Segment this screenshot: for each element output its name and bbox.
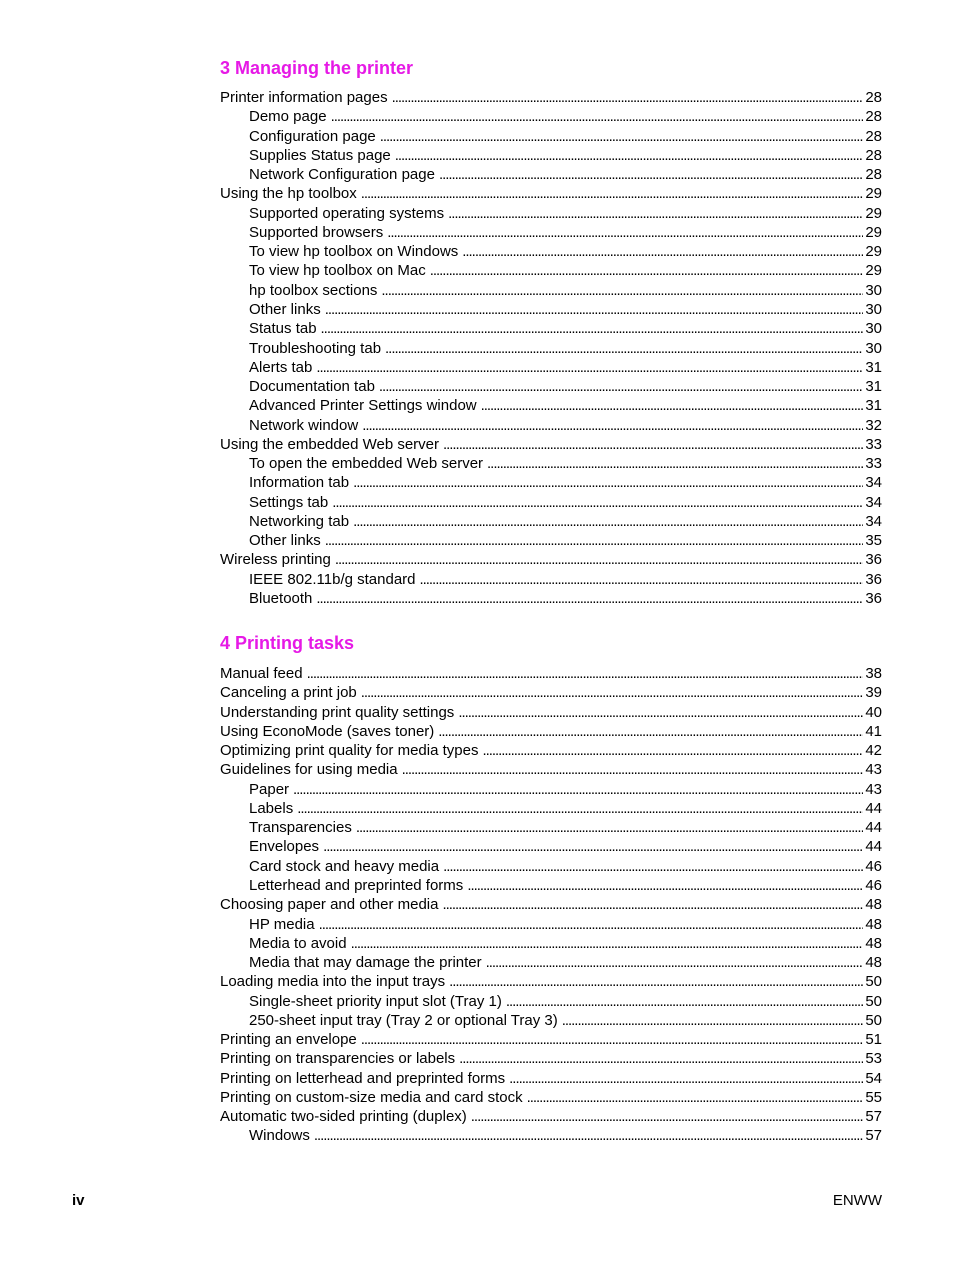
toc-entry-title: Media that may damage the printer	[249, 954, 482, 972]
dot-leader	[331, 107, 864, 126]
dot-leader	[380, 127, 864, 146]
toc-entry-page: 31	[865, 397, 882, 415]
toc-entry-page: 57	[865, 1127, 882, 1145]
toc-entry[interactable]	[220, 664, 882, 683]
toc-entry[interactable]	[220, 435, 882, 454]
footer-doc-code: ENWW	[832, 1192, 882, 1209]
toc-entry[interactable]	[220, 1088, 882, 1107]
toc-entry-page: 33	[865, 435, 882, 453]
toc-entry-page: 48	[865, 954, 882, 972]
dot-leader	[562, 1011, 864, 1030]
toc-entry-page: 28	[865, 108, 882, 126]
toc-entry[interactable]	[249, 261, 882, 280]
toc-entry[interactable]	[249, 876, 882, 895]
toc-entry-title: HP media	[249, 915, 315, 933]
toc-entry-title: Network Configuration page	[249, 166, 435, 184]
toc-entry-page: 35	[865, 532, 882, 550]
toc-entry[interactable]	[220, 895, 882, 914]
toc-entry[interactable]	[220, 1069, 882, 1088]
toc-entry-page: 33	[865, 455, 882, 473]
dot-leader	[323, 837, 863, 856]
toc-entry[interactable]	[249, 146, 882, 165]
toc-entry-page: 34	[865, 474, 882, 492]
dot-leader	[356, 818, 863, 837]
toc-entry-title: Supported operating systems	[249, 204, 445, 222]
toc-entry-title: Envelopes	[249, 838, 320, 856]
toc-entry[interactable]	[220, 1030, 882, 1049]
dot-leader	[467, 876, 863, 895]
toc-entry[interactable]	[249, 242, 882, 261]
toc-entry-title: Letterhead and preprinted forms	[249, 876, 464, 894]
toc-entry-title: Transparencies	[249, 819, 352, 837]
toc-entry-page: 34	[865, 493, 882, 511]
toc-entry[interactable]	[249, 780, 882, 799]
dot-leader	[297, 799, 863, 818]
toc-entry-page: 44	[865, 819, 882, 837]
toc-entry[interactable]	[249, 915, 882, 934]
toc-entry-title: Settings tab	[249, 493, 329, 511]
toc-entry-title: Manual feed	[220, 665, 303, 682]
dot-leader	[438, 722, 863, 741]
toc-entry-page: 46	[865, 876, 882, 894]
dot-leader	[319, 915, 864, 934]
dot-leader	[459, 1049, 863, 1068]
dot-leader	[392, 88, 864, 107]
toc-entry-page: 34	[865, 512, 882, 530]
toc-entry-title: Supported browsers	[249, 223, 384, 241]
toc-entry-title: Advanced Printer Settings window	[249, 397, 477, 415]
dot-leader	[481, 396, 864, 415]
toc-entry[interactable]	[220, 88, 882, 107]
toc-entry-page: 31	[865, 378, 882, 396]
toc-entry-title: Other links	[249, 532, 321, 550]
dot-leader	[335, 550, 863, 569]
toc-entry-page: 40	[865, 703, 882, 721]
toc-entry-page: 36	[865, 590, 882, 608]
dot-leader	[430, 261, 864, 280]
dot-leader	[439, 165, 863, 184]
toc-entry-page: 55	[865, 1088, 882, 1106]
toc-entry[interactable]	[249, 857, 882, 876]
toc-entry-page: 50	[865, 1011, 882, 1029]
toc-entry-page: 57	[865, 1108, 882, 1126]
dot-leader	[293, 780, 863, 799]
toc-entry[interactable]	[249, 799, 882, 818]
dot-leader	[471, 1107, 864, 1126]
toc-entry-title: Using the hp toolbox	[220, 185, 357, 203]
toc-entry[interactable]	[249, 953, 882, 972]
dot-leader	[332, 493, 863, 512]
toc-entry-title: Printing on letterhead and preprinted forms	[220, 1069, 506, 1087]
toc-entry-page: 43	[865, 780, 882, 798]
toc-entry[interactable]	[249, 531, 882, 550]
toc-entry[interactable]	[249, 934, 882, 953]
toc-entry-title: Bluetooth	[249, 590, 313, 608]
dot-leader	[506, 992, 863, 1011]
toc-entry-title: Printing an envelope	[220, 1031, 357, 1049]
toc-entry-page: 38	[865, 665, 882, 682]
toc-entry-title: IEEE 802.11b/g standard	[249, 570, 416, 588]
toc-entry-title: Other links	[249, 300, 321, 318]
toc-entry-title: Understanding print quality settings	[220, 703, 455, 721]
toc-entry-page: 30	[865, 339, 882, 357]
dot-leader	[420, 570, 864, 589]
dot-leader	[321, 319, 864, 338]
toc-entry[interactable]	[249, 570, 882, 589]
toc-entry-page: 28	[865, 166, 882, 184]
dot-leader	[361, 683, 864, 702]
toc-entry-title: Printer information pages	[220, 89, 388, 106]
toc-entry[interactable]	[249, 396, 882, 415]
toc-entry-title: Information tab	[249, 474, 350, 492]
toc-entry-title: Configuration page	[249, 127, 376, 145]
toc-entry-title: Windows	[249, 1127, 310, 1145]
toc-entry-page: 31	[865, 358, 882, 376]
dot-leader	[395, 146, 864, 165]
toc-entry-page: 51	[865, 1031, 882, 1049]
dot-leader	[316, 358, 863, 377]
toc-entry[interactable]	[249, 454, 882, 473]
dot-leader	[442, 895, 863, 914]
toc-entry-title: 250-sheet input tray (Tray 2 or optional Tray 3)	[249, 1011, 558, 1029]
toc-entry-page: 44	[865, 799, 882, 817]
dot-leader	[353, 473, 863, 492]
toc-entry-title: Canceling a print job	[220, 684, 357, 702]
toc-entry-page: 28	[865, 89, 882, 106]
toc-entry-title: To open the embedded Web server	[249, 455, 484, 473]
toc-entry-title: Using EconoMode (saves toner)	[220, 722, 435, 740]
toc-entry[interactable]	[220, 1107, 882, 1126]
footer-page-number: iv	[72, 1192, 85, 1209]
toc-entry[interactable]	[249, 127, 882, 146]
toc-entry-title: Loading media into the input trays	[220, 973, 446, 991]
toc-entry-title: To view hp toolbox on Mac	[249, 262, 426, 280]
toc-entry[interactable]	[249, 512, 882, 531]
toc-entry-title: Network window	[249, 416, 359, 434]
toc-entry-page: 36	[865, 570, 882, 588]
toc-entry-page: 29	[865, 204, 882, 222]
toc-entry-title: Supplies Status page	[249, 146, 391, 164]
dot-leader	[402, 760, 864, 779]
toc-entry-page: 30	[865, 281, 882, 299]
dot-leader	[449, 972, 863, 991]
dot-leader	[361, 184, 864, 203]
toc-entry[interactable]	[249, 107, 882, 126]
toc-entry-title: Paper	[249, 780, 290, 798]
toc-entry[interactable]	[249, 358, 882, 377]
toc-entry[interactable]	[249, 992, 882, 1011]
toc-entry[interactable]	[249, 165, 882, 184]
toc-entry-page: 30	[865, 320, 882, 338]
toc-entry-page: 29	[865, 223, 882, 241]
toc-entry[interactable]	[249, 837, 882, 856]
toc-entry-title: hp toolbox sections	[249, 281, 378, 299]
toc-entry-title: Documentation tab	[249, 378, 375, 396]
toc-entry-page: 53	[865, 1050, 882, 1068]
chapter-heading: 3 Managing the printer	[220, 58, 414, 78]
dot-leader	[443, 435, 863, 454]
toc-entry[interactable]	[249, 416, 882, 435]
dot-leader	[325, 531, 864, 550]
toc-entry-title: Labels	[249, 799, 294, 817]
toc-entry-page: 30	[865, 300, 882, 318]
toc-entry-page: 50	[865, 973, 882, 991]
dot-leader	[316, 589, 863, 608]
toc-entry[interactable]	[249, 339, 882, 358]
dot-leader	[387, 223, 863, 242]
toc-entry[interactable]	[220, 550, 882, 569]
toc-entry[interactable]	[249, 300, 882, 319]
toc-entry[interactable]	[249, 473, 882, 492]
toc-entry[interactable]	[220, 683, 882, 702]
toc-entry-title: Using the embedded Web server	[220, 435, 440, 453]
toc-entry-page: 48	[865, 915, 882, 933]
toc-entry-page: 48	[865, 896, 882, 914]
toc-entry[interactable]	[220, 760, 882, 779]
toc-entry-title: Printing on transparencies or labels	[220, 1050, 456, 1068]
toc-entry-title: Single-sheet priority input slot (Tray 1)	[249, 992, 502, 1010]
toc-entry-title: Automatic two-sided printing (duplex)	[220, 1108, 467, 1126]
toc-entry[interactable]	[249, 377, 882, 396]
toc-entry-title: Troubleshooting tab	[249, 339, 382, 357]
toc-entry[interactable]	[249, 1011, 882, 1030]
dot-leader	[361, 1030, 864, 1049]
toc-entry-page: 50	[865, 992, 882, 1010]
toc-entry-page: 32	[865, 416, 882, 434]
dot-leader	[381, 281, 863, 300]
dot-leader	[307, 664, 864, 683]
dot-leader	[458, 703, 863, 722]
toc-entry-page: 29	[865, 185, 882, 203]
toc-entry-title: Alerts tab	[249, 358, 313, 376]
toc-entry-title: Wireless printing	[220, 551, 331, 569]
toc-entry[interactable]	[220, 184, 882, 203]
toc-entry-page: 28	[865, 127, 882, 145]
dot-leader	[487, 454, 863, 473]
toc-entry-title: Media to avoid	[249, 934, 347, 952]
toc-entry-title: Card stock and heavy media	[249, 857, 440, 875]
toc-entry-title: Printing on custom-size media and card stock	[220, 1088, 523, 1106]
toc-entry-page: 48	[865, 934, 882, 952]
toc-entry-title: Networking tab	[249, 512, 350, 530]
toc-entry[interactable]	[249, 319, 882, 338]
toc-entry[interactable]	[249, 1126, 882, 1145]
dot-leader	[314, 1126, 863, 1145]
toc-entry-title: Status tab	[249, 320, 317, 338]
toc-entry-page: 44	[865, 838, 882, 856]
toc-entry-page: 43	[865, 761, 882, 779]
dot-leader	[509, 1069, 863, 1088]
toc-entry[interactable]	[220, 1049, 882, 1068]
dot-leader	[351, 934, 864, 953]
toc-entry[interactable]	[220, 741, 882, 760]
chapter-heading: 4 Printing tasks	[220, 633, 355, 653]
toc-entry-page: 29	[865, 262, 882, 280]
dot-leader	[362, 416, 863, 435]
toc-entry[interactable]	[249, 223, 882, 242]
dot-leader	[353, 512, 863, 531]
toc-entry[interactable]	[220, 722, 882, 741]
dot-leader	[379, 377, 863, 396]
dot-leader	[462, 242, 863, 261]
toc-entry-page: 42	[865, 742, 882, 760]
toc-entry[interactable]	[220, 972, 882, 991]
toc-entry[interactable]	[220, 703, 882, 722]
toc-entry-page: 54	[865, 1069, 882, 1087]
toc-entry-page: 39	[865, 684, 882, 702]
dot-leader	[482, 741, 863, 760]
toc-entry-page: 36	[865, 551, 882, 569]
toc-entry-title: Demo page	[249, 108, 327, 126]
toc-entry-title: Optimizing print quality for media types	[220, 742, 479, 760]
dot-leader	[448, 204, 863, 223]
toc-entry[interactable]	[249, 204, 882, 223]
dot-leader	[325, 300, 864, 319]
dot-leader	[385, 339, 863, 358]
toc-entry[interactable]	[249, 589, 882, 608]
toc-entry-title: To view hp toolbox on Windows	[249, 243, 459, 261]
toc-entry-page: 28	[865, 146, 882, 164]
toc-entry-page: 41	[865, 722, 882, 740]
toc-entry[interactable]	[249, 493, 882, 512]
toc-entry[interactable]	[249, 818, 882, 837]
dot-leader	[486, 953, 864, 972]
toc-entry-title: Guidelines for using media	[220, 761, 398, 779]
toc-entry[interactable]	[249, 281, 882, 300]
toc-entry-page: 29	[865, 243, 882, 261]
dot-leader	[443, 857, 863, 876]
toc-entry-page: 46	[865, 857, 882, 875]
toc-entry-title: Choosing paper and other media	[220, 896, 439, 914]
dot-leader	[527, 1088, 864, 1107]
